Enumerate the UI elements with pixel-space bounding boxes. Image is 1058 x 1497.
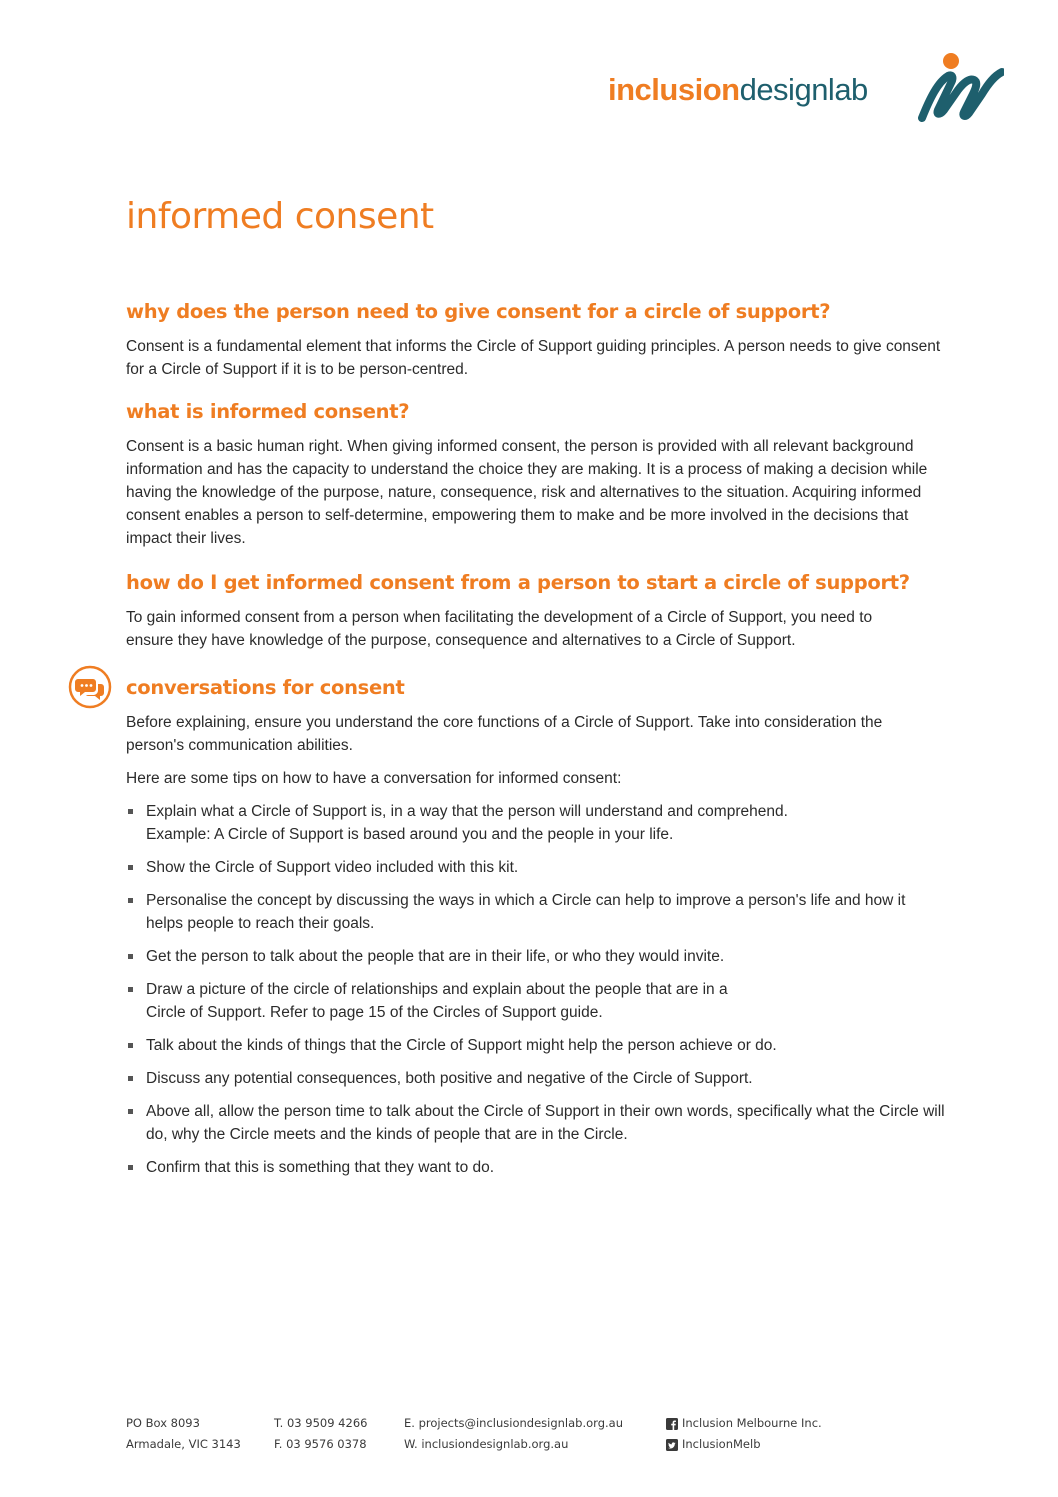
tip-text: Discuss any potential consequences, both positive and negative of the Circle of Support.	[146, 1070, 753, 1087]
section-why-consent	[126, 298, 946, 381]
facebook-icon	[666, 1418, 678, 1430]
section-paragraph: To gain informed consent from a person when facilitating the development of a Circle of Support, you need to ensure they have knowledge of the purpose, consequence and alternatives to a Circle of Support.	[126, 609, 873, 649]
logo-wordmark	[608, 72, 868, 108]
conversations-tips-intro: Here are some tips on how to have a conversation for informed consent:	[126, 770, 622, 787]
bullet-icon	[128, 898, 133, 903]
footer-facebook[interactable]	[666, 1413, 822, 1434]
logo	[608, 52, 1004, 132]
chat-bubbles-icon	[68, 665, 112, 709]
footer-contact	[404, 1413, 623, 1455]
section-heading: why does the person need to give consent for a circle of support?	[126, 300, 831, 323]
footer-email-link[interactable]: E. projects@inclusiondesignlab.org.au	[404, 1416, 623, 1430]
footer-address-line2: Armadale, VIC 3143	[126, 1437, 241, 1451]
section-paragraph: Consent is a fundamental element that informs the Circle of Support guiding principles. A person needs to give consent for a Circle of Support if it is to be person-centred.	[126, 338, 941, 378]
facebook-label: Inclusion Melbourne Inc.	[682, 1416, 822, 1430]
section-heading: how do I get informed consent from a person to start a circle of support?	[126, 571, 910, 594]
tip-text: Explain what a Circle of Support is, in a way that the person will understand and comprehend.	[146, 803, 788, 820]
bullet-icon	[128, 809, 133, 814]
list-item	[126, 856, 946, 879]
footer-web-link[interactable]: W. inclusiondesignlab.org.au	[404, 1437, 569, 1451]
list-item	[126, 945, 946, 968]
bullet-icon	[128, 865, 133, 870]
tip-text: Get the person to talk about the people that are in their life, or who they would invite.	[146, 948, 725, 965]
conversations-intro: Before explaining, ensure you understand the core functions of a Circle of Support. Take into consideration the person's communication abilities.	[126, 714, 883, 754]
bullet-icon	[128, 987, 133, 992]
section-heading: conversations for consent	[126, 676, 405, 699]
footer-fax-number: F. 03 9576 0378	[274, 1437, 367, 1451]
tip-text: Confirm that this is something that they want to do.	[146, 1159, 495, 1176]
tip-text-continued: Circle of Support. Refer to page 15 of the Circles of Support guide.	[146, 1004, 603, 1021]
list-item	[126, 800, 946, 846]
bullet-icon	[128, 1109, 133, 1114]
section-heading: what is informed consent?	[126, 400, 410, 423]
footer-twitter[interactable]	[666, 1434, 822, 1455]
bullet-icon	[128, 1076, 133, 1081]
section-how-to-get-consent	[126, 569, 946, 652]
footer-social	[666, 1413, 822, 1455]
list-item	[126, 1156, 946, 1179]
list-item	[126, 978, 946, 1024]
tips-list	[126, 800, 946, 1179]
logo-inclusion: inclusion	[608, 72, 740, 107]
twitter-icon	[666, 1439, 678, 1451]
section-what-is-informed-consent	[126, 398, 946, 550]
twitter-label: InclusionMelb	[682, 1437, 761, 1451]
bullet-icon	[128, 1165, 133, 1170]
footer-address	[126, 1413, 241, 1455]
list-item	[126, 889, 946, 935]
footer-phone	[274, 1413, 367, 1455]
main-content	[126, 298, 946, 1196]
page-title: informed consent	[126, 196, 434, 237]
bullet-icon	[128, 954, 133, 959]
conversations-heading-row	[126, 674, 946, 702]
inclusion-designlab-logo-icon	[918, 52, 1004, 124]
list-item	[126, 1100, 946, 1146]
section-paragraph: Consent is a basic human right. When giving informed consent, the person is provided with all relevant background information and has the capacity to understand the choice they are making. It is a process of making a decision while having the knowledge of the purpose, nature, consequence, risk and alternatives to the situation. Acquiring informed consent enables a person to self-determine, empowering them to make and be more involved in the decisions that impact their lives.	[126, 438, 928, 547]
bullet-icon	[128, 1043, 133, 1048]
section-conversations-for-consent	[126, 674, 946, 1179]
logo-designlab: designlab	[739, 72, 868, 107]
list-item	[126, 1034, 946, 1057]
tip-text: Show the Circle of Support video included with this kit.	[146, 859, 519, 876]
footer-phone-number: T. 03 9509 4266	[274, 1416, 368, 1430]
tip-text: Talk about the kinds of things that the Circle of Support might help the person achieve or do.	[146, 1037, 777, 1054]
tip-text: Draw a picture of the circle of relationships and explain about the people that are in a	[146, 981, 728, 998]
tip-text-example: Example: A Circle of Support is based around you and the people in your life.	[146, 826, 674, 843]
tip-text: Personalise the concept by discussing the ways in which a Circle can help to improve a person's life and how it helps people to reach their goals.	[146, 892, 906, 932]
tip-text: Above all, allow the person time to talk about the Circle of Support in their own words, specifically what the Circle will do, why the Circle meets and the kinds of people that are in the Circle.	[146, 1103, 945, 1143]
list-item	[126, 1067, 946, 1090]
footer-address-line1: PO Box 8093	[126, 1416, 200, 1430]
